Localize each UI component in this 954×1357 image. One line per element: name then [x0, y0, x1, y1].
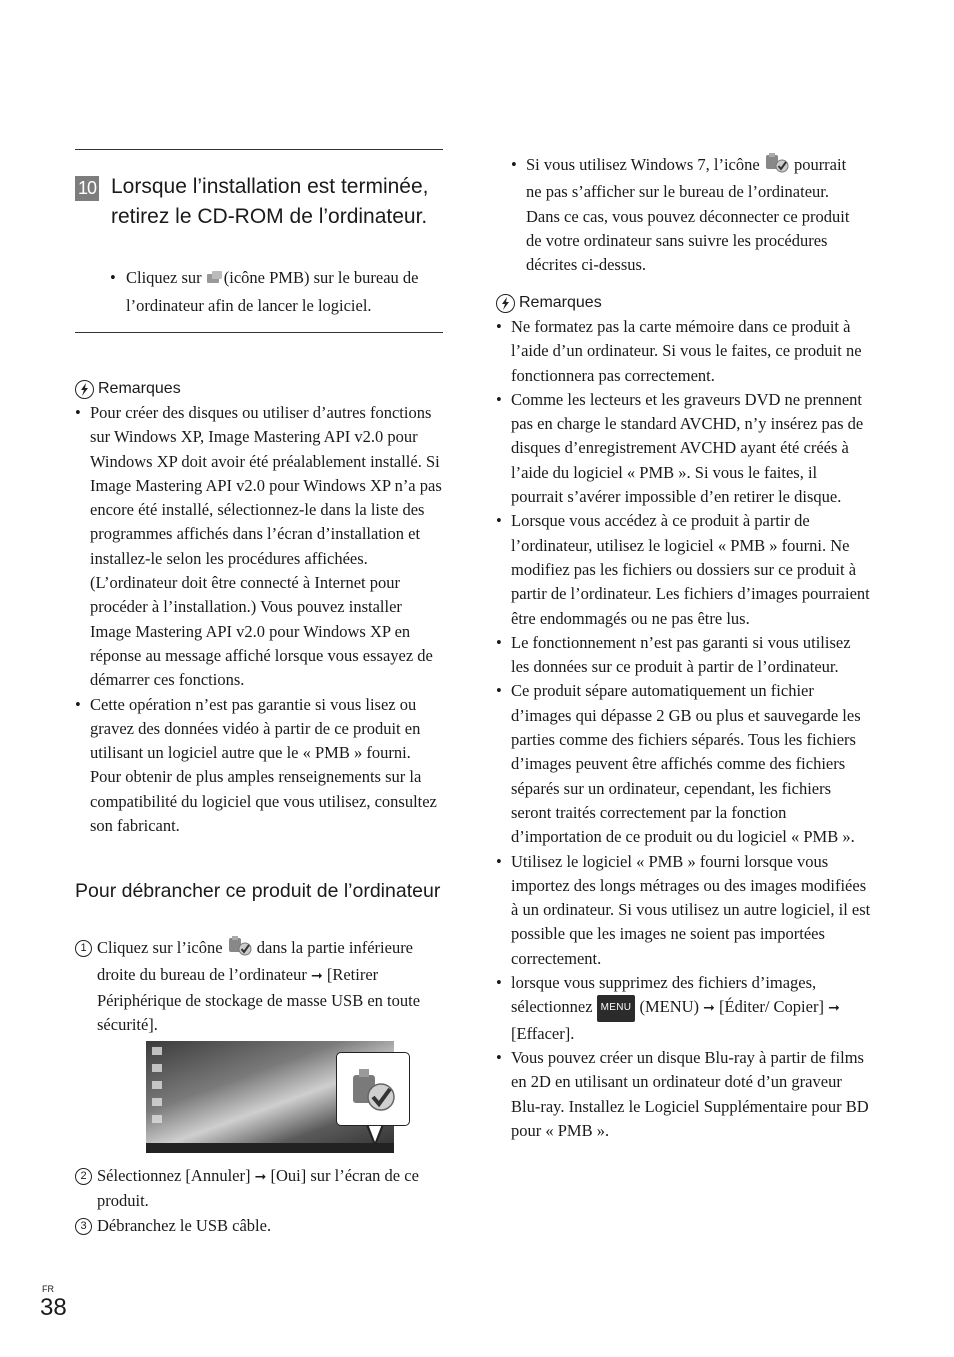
step-title: Lorsque l’installation est terminée, retirez le CD-ROM de l’ordinateur. [111, 175, 429, 228]
list-item: • Ne formatez pas la carte mémoire dans ce produit à l’aide d’un ordinateur. Si vous le faites, ce produit ne fonctionnera pas correctement. [496, 315, 871, 388]
usb-safe-remove-icon [764, 153, 790, 180]
desktop-icons [152, 1047, 164, 1132]
list-item: • Ce produit sépare automatiquement un fichier d’images qui dépasse 2 GB ou plus et sauvegarde les parties comme des fichiers séparés. Tous les fichiers d’images peuvent être affichés comme des fichiers séparés sur un ordinateur, cependant, les fichiers seront traités correctement par la fonction d’importation de ce produit ou du logiciel « PMB ». [496, 679, 871, 849]
list-item: • Comme les lecteurs et les graveurs DVD ne prennent pas en charge le standard AVCHD, n’y insérez pas de disques d’enregistrement AVCHD ayant été créés à l’aide du logiciel « PMB ». Si vous le faites, il pourrait s’avérer impossible d’en retirer le disque. [496, 388, 871, 509]
disconnect-steps [75, 936, 443, 1037]
step-10-bullet: • Cliquez sur (icône PMB) sur le bureau de l’ordinateur afin de lancer le logiciel. [110, 268, 419, 315]
page-number: 38 [40, 1294, 67, 1321]
list-item: • Le fonctionnement n’est pas garanti si vous utilisez les données sur ce produit à partir de l’ordinateur. [496, 631, 871, 680]
list-item: 1 Cliquez sur l’icône dans la partie inférieure droite du bureau de l’ordinateur ➞ [Retirer Périphérique de stockage de masse USB en toute sécurité]. [75, 936, 443, 1037]
warning-icon [75, 380, 94, 399]
remarks-list-right [496, 315, 871, 1143]
remarks-list-left [75, 401, 443, 838]
arrow-right-icon: ➞ [254, 1169, 267, 1185]
step-number: 1 [75, 940, 92, 957]
usb-safe-remove-icon [227, 936, 253, 963]
arrow-right-icon: ➞ [828, 1000, 840, 1017]
bottom-rule [75, 332, 443, 333]
menu-button-icon: MENU [597, 995, 636, 1021]
step-number-badge: 10 [75, 176, 99, 201]
list-item: • Utilisez le logiciel « PMB » fourni lorsque vous importez des longs métrages ou des images modifiées à un ordinateur. Si vous utilisez un autre logiciel, il est possible que les images ne soient pas importées correctement. [496, 850, 871, 971]
list-item: 2 Sélectionnez [Annuler] ➞ [Oui] sur l’écran de ce produit. [75, 1164, 443, 1214]
top-rule [75, 149, 443, 150]
windows7-note [511, 153, 856, 277]
warning-icon [496, 294, 515, 313]
arrow-right-icon: ➞ [703, 1000, 715, 1017]
list-item: • Cette opération n’est pas garantie si vous lisez ou gravez des données vidéo à partir de ce produit en utilisant un logiciel autre que le « PMB » fourni. Pour obtenir de plus amples renseignements sur la compatibilité du logiciel que vous utilisez, consultez son fabricant. [75, 693, 443, 839]
list-item: 3 Débranchez le USB câble. [75, 1214, 443, 1238]
list-item: • Lorsque vous accédez à ce produit à partir de l’ordinateur, utilisez le logiciel « PMB » fourni. Ne modifiez pas les fichiers ou dossiers sur ce produit à partir de l’ordinateur. Les fichiers d’images pourraient être endommagés ou ne pas être lus. [496, 509, 871, 630]
callout-box [336, 1052, 410, 1126]
pmb-icon [206, 269, 224, 294]
taskbar [146, 1143, 394, 1153]
disconnect-steps-cont [75, 1164, 443, 1238]
list-item: • Si vous utilisez Windows 7, l’icône pourrait ne pas s’afficher sur le bureau de l’ordinateur. Dans ce cas, vous pouvez déconnecter ce produit de votre ordinateur sans suivre les procédures décrites ci-dessus. [511, 153, 856, 277]
taskbar-screenshot [146, 1041, 394, 1153]
list-item: • Pour créer des disques ou utiliser d’autres fonctions sur Windows XP, Image Mastering API v2.0 pour Windows XP doit avoir été préalablement installé. Si Image Mastering API v2.0 pour Windows XP n’a pas encore été installé, sélectionnez-le dans la liste des programmes affichés dans l’écran d’installation et installez-le selon les procédures affichées. (L’ordinateur doit être connecté à Internet pour procéder à l’installation.) Vous pouvez installer Image Mastering API v2.0 pour Windows XP en réponse au message affiché lorsque vous essayez de démarrer ces fonctions. [75, 401, 443, 693]
usb-safe-remove-icon [349, 1067, 397, 1113]
list-item: • lorsque vous supprimez des fichiers d’images, sélectionnez MENU (MENU) ➞ [Éditer/ Copier] ➞ [Effacer]. [496, 971, 871, 1046]
remarks-heading-left: Remarques [75, 378, 181, 400]
remarks-heading-right: Remarques [496, 292, 602, 314]
arrow-right-icon: ➞ [310, 968, 323, 985]
list-item: • Vous pouvez créer un disque Blu-ray à partir de films en 2D en utilisant un ordinateur doté d’un graveur Blu-ray. Installez le Logiciel Supplémentaire pour BD pour « PMB ». [496, 1046, 871, 1143]
step-number: 3 [75, 1218, 92, 1235]
step-number: 2 [75, 1168, 92, 1185]
language-code: FR [42, 1284, 54, 1294]
section-title: Pour débrancher ce produit de l’ordinateur [75, 880, 441, 902]
step-10-heading [75, 172, 443, 232]
